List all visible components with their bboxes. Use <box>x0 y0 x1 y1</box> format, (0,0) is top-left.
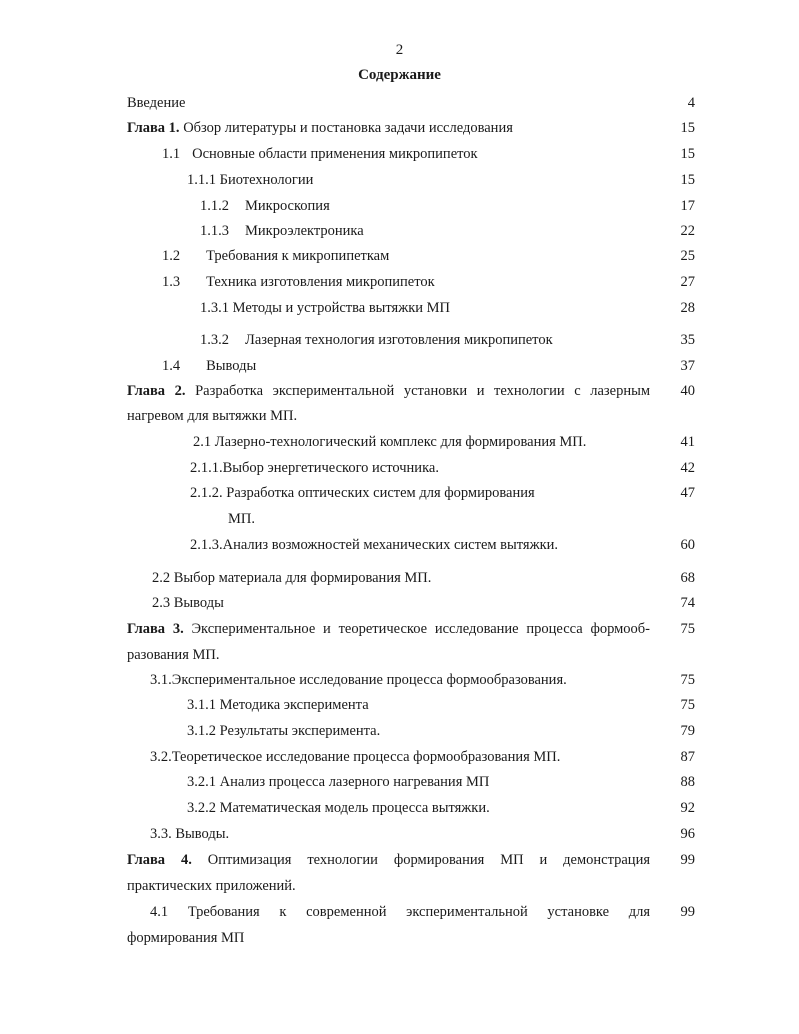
toc-entry-1-1-3 <box>200 221 364 241</box>
toc-entry-3-1-1 <box>187 695 369 715</box>
section-number: 1.3 <box>162 274 181 290</box>
toc-entry-continuation <box>127 645 219 665</box>
toc-entry-label-cont: МП. <box>228 511 255 527</box>
toc-page-num: 75 <box>680 697 695 713</box>
toc-entry-label: Введение <box>127 95 186 111</box>
toc-entry-label: Требования к микропипеткам <box>206 248 390 264</box>
toc-entry-label: 2.1.3.Анализ возможностей механических систем вытяжки. <box>190 537 559 553</box>
toc-entry-label-cont: нагревом для вытяжки МП. <box>127 408 298 424</box>
toc-page-num: 15 <box>680 120 695 136</box>
toc-page-num: 17 <box>680 198 695 214</box>
toc-entry-continuation <box>228 509 255 529</box>
toc-entry-1-1-1 <box>187 170 313 190</box>
toc-entry-label: Основные области применения микропипеток <box>192 146 478 162</box>
toc-entry-label: Экспериментальное и теоретическое исследование процесса формооб- <box>191 621 650 637</box>
toc-entry-label: Разработка экспериментальной установки и технологии с лазерным <box>195 383 651 399</box>
page-title: Содержание <box>358 67 441 83</box>
toc-entry-3-2-1 <box>187 772 489 792</box>
toc-entry-2-1-1 <box>190 458 439 478</box>
toc-entry-label-cont: формирования МП <box>127 930 245 946</box>
toc-page-num: 35 <box>680 332 695 348</box>
toc-page-num: 42 <box>680 460 695 476</box>
toc-entry-label: 2.3 Выводы <box>152 595 224 611</box>
toc-entry-3-2 <box>150 747 560 767</box>
toc-entry-3-1-2 <box>187 721 380 741</box>
toc-entry-label: Выводы <box>206 358 257 374</box>
toc-page-num: 92 <box>680 800 695 816</box>
toc-page-num: 79 <box>680 723 695 739</box>
section-number: 1.3.2 <box>200 332 229 348</box>
toc-entry-label: Лазерная технология изготовления микропипеток <box>245 332 553 348</box>
toc-entry-1-3-1 <box>200 298 450 318</box>
toc-entry-intro <box>127 93 185 113</box>
toc-entry-label: 1.3.1 Методы и устройства вытяжки МП <box>200 300 451 316</box>
toc-page-num: 27 <box>680 274 695 290</box>
toc-entry-label: 2.1.1.Выбор энергетического источника. <box>190 460 439 476</box>
toc-entry-2-1-3 <box>190 535 558 555</box>
section-number: 4.1 <box>150 904 169 920</box>
toc-entry-label: Микроскопия <box>245 198 330 214</box>
section-number: 1.1.3 <box>200 223 229 239</box>
toc-page-num: 15 <box>680 172 695 188</box>
toc-entry-chapter-2 <box>127 381 650 401</box>
toc-page-num: 4 <box>687 95 695 111</box>
toc-entry-label: 3.2.2 Математическая модель процесса вытяжки. <box>187 800 490 816</box>
section-number: 1.4 <box>162 358 181 374</box>
toc-entry-label-cont: разования МП. <box>127 647 220 663</box>
toc-entry-label: 3.1.Экспериментальное исследование процесса формообразования. <box>150 672 567 688</box>
toc-entry-1-2 <box>162 246 389 266</box>
toc-entry-3-3 <box>150 824 229 844</box>
toc-page-num: 68 <box>680 570 695 586</box>
toc-entry-label: 3.1.2 Результаты эксперимента. <box>187 723 381 739</box>
toc-entry-label: Оптимизация технологии формирования МП и демонстрация <box>207 852 650 868</box>
toc-entry-2-3 <box>152 593 224 613</box>
section-number: 1.2 <box>162 248 181 264</box>
toc-page-num: 75 <box>680 672 695 688</box>
toc-entry-label: 1.1.1 Биотехнологии <box>187 172 314 188</box>
toc-entry-label: 3.2.Теоретическое исследование процесса формообразования МП. <box>150 749 561 765</box>
toc-page-num: 47 <box>680 485 695 501</box>
chapter-label: Глава 2. <box>127 383 186 399</box>
toc-entry-2-1 <box>193 432 586 452</box>
page-number: 2 <box>395 42 404 58</box>
toc-entry-label: 2.2 Выбор материала для формирования МП. <box>152 570 432 586</box>
toc-page-num: 99 <box>680 852 695 868</box>
toc-page-num: 88 <box>680 774 695 790</box>
toc-entry-1-1 <box>162 144 478 164</box>
toc-page-num: 22 <box>680 223 695 239</box>
toc-page-num: 28 <box>680 300 695 316</box>
chapter-label: Глава 4. <box>127 852 192 868</box>
toc-entry-label: Требования к современной экспериментальной установке для <box>187 904 651 920</box>
toc-page-num: 60 <box>680 537 695 553</box>
toc-page-num: 96 <box>680 826 695 842</box>
chapter-label: Глава 1. <box>127 120 180 136</box>
toc-entry-chapter-4 <box>127 850 650 870</box>
section-number: 1.1.2 <box>200 198 229 214</box>
toc-entry-label: Обзор литературы и постановка задачи исследования <box>183 120 513 136</box>
toc-entry-label-cont: практических приложений. <box>127 878 296 894</box>
toc-page-num: 40 <box>680 383 695 399</box>
toc-entry-label: Микроэлектроника <box>245 223 364 239</box>
toc-entry-label: 2.1 Лазерно-технологический комплекс для формирования МП. <box>193 434 587 450</box>
chapter-label: Глава 3. <box>127 621 184 637</box>
toc-page-num: 37 <box>680 358 695 374</box>
toc-page-num: 25 <box>680 248 695 264</box>
toc-page-num: 99 <box>680 904 695 920</box>
toc-entry-3-1 <box>150 670 567 690</box>
toc-entry-continuation <box>127 876 296 896</box>
toc-entry-label: 2.1.2. Разработка оптических систем для формирования <box>190 485 535 501</box>
toc-entry-label: 3.2.1 Анализ процесса лазерного нагревания МП <box>187 774 490 790</box>
toc-entry-continuation <box>127 406 297 426</box>
toc-page-num: 74 <box>680 595 695 611</box>
toc-entry-label: Техника изготовления микропипеток <box>206 274 435 290</box>
toc-entry-3-2-2 <box>187 798 490 818</box>
toc-entry-continuation <box>127 928 244 948</box>
toc-entry-label: 3.3. Выводы. <box>150 826 230 842</box>
toc-page-num: 41 <box>680 434 695 450</box>
toc-entry-2-2 <box>152 568 431 588</box>
toc-entry-2-1-2 <box>190 483 535 503</box>
toc-page-num: 87 <box>680 749 695 765</box>
section-number: 1.1 <box>162 146 181 162</box>
toc-entry-1-3 <box>162 272 435 292</box>
toc-page-num: 75 <box>680 621 695 637</box>
toc-entry-chapter-1 <box>127 118 513 138</box>
toc-page-num: 15 <box>680 146 695 162</box>
toc-entry-1-4 <box>162 356 256 376</box>
toc-entry-4-1 <box>150 902 650 922</box>
toc-entry-label: 3.1.1 Методика эксперимента <box>187 697 369 713</box>
toc-entry-1-3-2 <box>200 330 553 350</box>
toc-entry-chapter-3 <box>127 619 650 639</box>
toc-entry-1-1-2 <box>200 196 330 216</box>
